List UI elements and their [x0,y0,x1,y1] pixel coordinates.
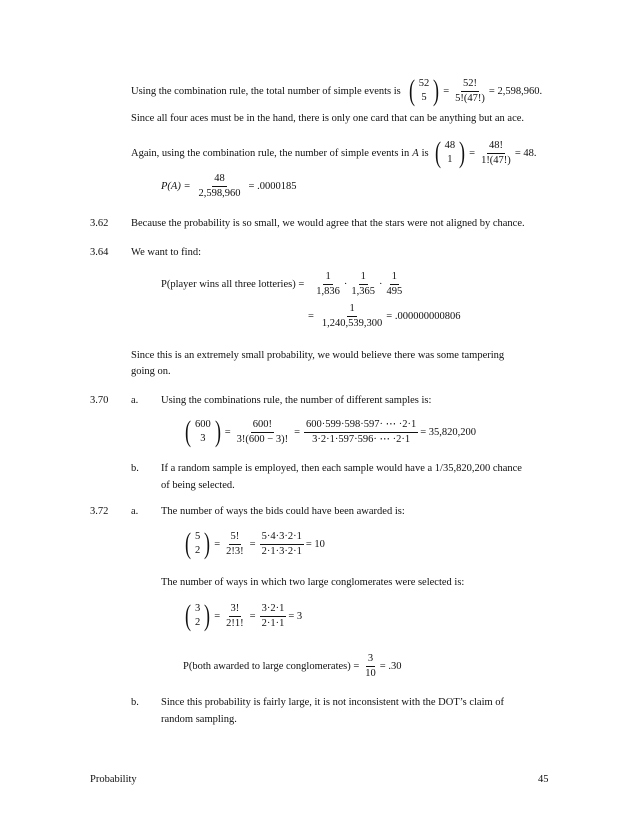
part-label-a: a. [131,506,139,517]
aces-sentence: Since all four aces must be in the hand, there is only one card that can be anything but an ace. [131,113,525,124]
exercise-number-3-70: 3.70 [90,395,109,406]
bids-equation: ( 5 2 ) = $\frac{5!}{2!3!}$ = $\frac{5\cdot 4\cdot 3\cdot 2\cdot 1}{2\cdot 1\cdot 3\cdot 2\cdot 1}$ = 10 [185,527,325,560]
lottery-equation-2: = $\frac{1}{1,240,539,300}$ = .000000000806 [308,303,461,329]
fraction: $\frac{48!}{1!(47!)}$ [481,139,511,166]
exercise-3-70a-text: Using the combinations rule, the number of different samples is: [161,395,432,406]
text: Using the combination rule, the total number of simple events is [131,85,401,97]
combination-total-line: Using the combination rule, the total number of simple events is ( 52 5 ) = $\frac{52!}{5!(47!)}$ = 2,598,960. [131,74,543,107]
exercise-3-64-conclusion-2: going on. [131,366,171,377]
lottery-equation-1: P(player wins all three lotteries) = $\frac{1}{1,836}$ · $\frac{1}{1,365}$ · $\frac{1}{495}$ [161,271,403,297]
fraction: $\frac{52!}{5!(47!)}$ [455,77,485,104]
exercise-number-3-64: 3.64 [90,247,109,258]
exercise-number-3-62: 3.62 [90,218,109,229]
part-label-a: a. [131,395,139,406]
conglomerates-sentence: The number of ways in which two large conglomerates were selected is: [161,577,465,588]
conglomerates-equation: ( 3 2 ) = $\frac{3!}{2!1!}$ = $\frac{3\cdot 2\cdot 1}{2\cdot 1\cdot 1}$ = 3 [185,599,303,632]
binom-n: 52 [418,78,430,89]
footer-page-number: 45 [538,774,549,785]
samples-equation: ( 600 3 ) = $\frac{600!}{3!(600 - 3)!}$ = $\frac{600\cdot 599\cdot 598\cdot 597\cdot \cdots \cdot 2\cdot 1}{3\cdot 2\cdot 1\cdot 597\cdot 596\cdot \cdots \cdot 2\cdot 1}$ = 35,820,200 [185,415,477,448]
exercise-3-70b-text-2: of being selected. [161,480,235,491]
exercise-3-72b-text-2: random sampling. [161,714,237,725]
binom-k: 5 [421,92,427,103]
probability-a-equation: P(A) = $\frac{48}{2,598,960}$ = .0000185 [161,173,297,199]
footer-chapter-title: Probability [90,774,137,785]
exercise-3-70b-text-1: If a random sample is employed, then each sample would have a 1/35,820,200 chance [161,463,522,474]
part-label-b: b. [131,697,139,708]
part-label-b: b. [131,463,139,474]
exercise-3-62-text: Because the probability is so small, we would agree that the stars were not aligned by chance. [131,218,525,229]
binomial: ( 48 1 ) [434,136,466,169]
binomial: ( 52 5 ) [408,74,440,107]
exercise-3-72a-text: The number of ways the bids could have been awarded is: [161,506,405,517]
exercise-3-72b-text-1: Since this probability is fairly large, it is not inconsistent with the DOT’s claim of [161,697,505,708]
exercise-3-64-text: We want to find: [131,247,202,258]
exercise-number-3-72: 3.72 [90,506,109,517]
result: = 2,598,960. [488,85,543,97]
exercise-3-64-conclusion-1: Since this is an extremely small probability, we would believe there was some tampering [131,350,505,361]
both-awarded-equation: P(both awarded to large conglomerates) = $\frac{3}{10}$ = .30 [183,653,402,679]
simple-events-a-line: Again, using the combination rule, the number of simple events in A is ( 48 1 ) = $\frac{48!}{1!(47!)}$ = 48. [131,136,537,169]
